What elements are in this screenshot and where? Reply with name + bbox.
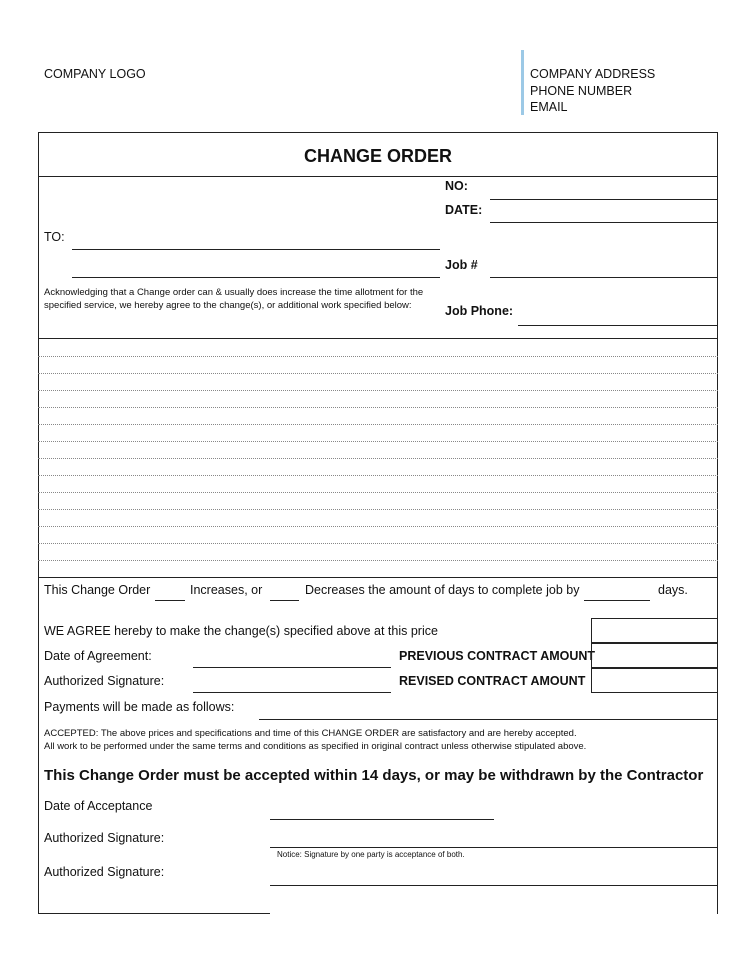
- no-field[interactable]: [490, 199, 717, 200]
- form-left-border: [38, 176, 39, 914]
- form-bottom-border: [38, 913, 270, 914]
- agree-text: WE AGREE hereby to make the change(s) specified above at this price: [44, 624, 438, 638]
- accepted-text-line-2: All work to be performed under the same terms and conditions as specified in original contract unless otherwise stipulated above.: [44, 741, 587, 752]
- authorized-signature-2-field[interactable]: [270, 847, 717, 848]
- description-line[interactable]: [38, 475, 718, 476]
- header-accent-bar: [521, 50, 524, 115]
- description-line[interactable]: [38, 441, 718, 442]
- date-of-acceptance-label: Date of Acceptance: [44, 799, 153, 813]
- description-line[interactable]: [38, 458, 718, 459]
- decreases-field[interactable]: [270, 600, 299, 601]
- no-label: NO:: [445, 179, 468, 193]
- form-title: CHANGE ORDER: [303, 146, 452, 166]
- acknowledge-text: Acknowledging that a Change order can & usually does increase the time allotment for the specified service, we hereby agree to the change(s), or additional work specified below:: [44, 287, 424, 311]
- description-top-border: [38, 338, 718, 339]
- previous-contract-amount-label: PREVIOUS CONTRACT AMOUNT: [399, 649, 596, 663]
- decreases-label: Decreases the amount of days to complete job by: [305, 583, 580, 597]
- increases-label: Increases, or: [190, 583, 263, 597]
- days-field[interactable]: [584, 600, 650, 601]
- description-line[interactable]: [38, 424, 718, 425]
- authorized-signature-field[interactable]: [193, 692, 391, 693]
- description-line[interactable]: [38, 373, 718, 374]
- payments-label: Payments will be made as follows:: [44, 700, 235, 714]
- description-line[interactable]: [38, 509, 718, 510]
- authorized-signature-label: Authorized Signature:: [44, 674, 165, 688]
- description-line[interactable]: [38, 390, 718, 391]
- form-right-border: [717, 176, 718, 914]
- date-label: DATE:: [445, 203, 483, 217]
- authorized-signature-3-field[interactable]: [270, 885, 717, 886]
- previous-contract-amount-box[interactable]: [591, 643, 718, 668]
- company-email: EMAIL: [530, 100, 568, 114]
- acceptance-deadline-warning: This Change Order must be accepted within 14 days, or may be withdrawn by the Contractor: [44, 767, 704, 784]
- increases-field[interactable]: [155, 600, 185, 601]
- accepted-text-line-1: ACCEPTED: The above prices and specifications and time of this CHANGE ORDER are satisfactory and are hereby accepted.: [44, 728, 577, 739]
- company-logo-placeholder: COMPANY LOGO: [44, 67, 146, 81]
- date-of-agreement-label: Date of Agreement:: [44, 649, 152, 663]
- date-of-agreement-field[interactable]: [193, 667, 391, 668]
- company-phone: PHONE NUMBER: [530, 84, 633, 98]
- revised-contract-amount-box[interactable]: [591, 668, 718, 693]
- agreed-price-box[interactable]: [591, 618, 718, 643]
- payments-field[interactable]: [259, 719, 717, 720]
- description-line[interactable]: [38, 526, 718, 527]
- description-line[interactable]: [38, 492, 718, 493]
- job-number-label: Job #: [445, 258, 478, 272]
- date-field[interactable]: [490, 222, 717, 223]
- signature-notice: Notice: Signature by one party is acceptance of both.: [277, 850, 465, 859]
- authorized-signature-2-label: Authorized Signature:: [44, 831, 165, 845]
- description-line[interactable]: [38, 560, 718, 561]
- change-order-prefix: This Change Order: [44, 583, 151, 597]
- description-line[interactable]: [38, 543, 718, 544]
- date-of-acceptance-field[interactable]: [270, 819, 494, 820]
- job-phone-field[interactable]: [518, 325, 717, 326]
- to-field-line-1[interactable]: [72, 249, 440, 250]
- job-number-field[interactable]: [490, 277, 717, 278]
- revised-contract-amount-label: REVISED CONTRACT AMOUNT: [399, 674, 586, 688]
- days-label: days.: [658, 583, 688, 597]
- to-field-line-2[interactable]: [72, 277, 440, 278]
- description-line[interactable]: [38, 407, 718, 408]
- description-bottom-border: [38, 577, 718, 578]
- authorized-signature-3-label: Authorized Signature:: [44, 865, 165, 879]
- job-phone-label: Job Phone:: [445, 304, 514, 318]
- description-line[interactable]: [38, 356, 718, 357]
- to-label: TO:: [44, 230, 65, 244]
- company-address: COMPANY ADDRESS: [530, 67, 656, 81]
